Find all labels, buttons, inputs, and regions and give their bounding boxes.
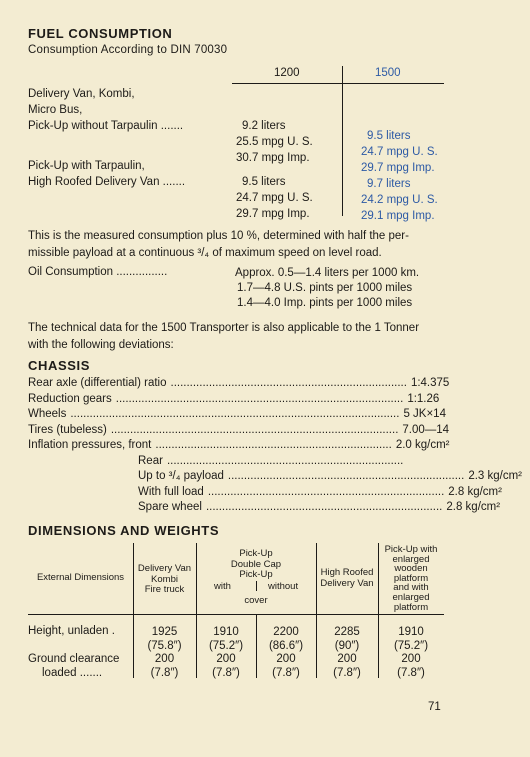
row-clearance-pickup-with: 200 (7.8″) [212, 653, 240, 679]
col-1200-header: 1200 [274, 67, 300, 79]
dim-header-cover: cover [244, 595, 268, 606]
dim-header-rule [28, 614, 444, 615]
dim-header-van: Delivery Van Kombi Fire truck [137, 563, 192, 595]
fuel-heading: FUEL CONSUMPTION [28, 26, 173, 41]
group1-1200-values: 9.2 liters 25.5 mpg U. S. 30.7 mpg Imp. [236, 120, 313, 164]
chassis-subrow: Spare wheel .......................................................................... 2.8 kg/cm² [28, 500, 448, 516]
row-height-label: Height, unladen . [28, 625, 115, 637]
tech-data-note: The technical data for the 1500 Transporter is also applicable to the 1 Tonner with the following deviations: [28, 322, 420, 351]
row-height-pickup-with: 1910 (75.2″) [208, 626, 244, 652]
chassis-row: Wheels ....................................................................................................... 5 JK×14 [28, 407, 448, 423]
row-clearance-highroof: 200 (7.8″) [333, 653, 361, 679]
dot-leader: .......................................................................... [207, 485, 445, 498]
fuel-table-rule [232, 83, 444, 84]
group2-1500-values: 9.7 liters 24.2 mpg U. S. 29.1 mpg Imp. [361, 178, 438, 222]
chassis-subrow: Rear .......................................................................... [28, 454, 448, 470]
dot-leader: .......................................................................................... [110, 423, 399, 436]
chassis-subrow: Up to ³/₄ payload .......................................................................... 2.3 kg/cm² [28, 469, 448, 485]
dot-leader: .......................................................................... [170, 377, 407, 389]
dot-leader: ....................................................................................................... [70, 408, 400, 420]
row-height-highroof: 2285 (90″) [334, 626, 360, 652]
with-without-divider [256, 581, 257, 591]
row-height-enlarged: 1910 (75.2″) [393, 626, 429, 652]
row-height-van: 1925 (75.8″) [147, 626, 182, 652]
chassis-row: Rear axle (differential) ratio .......................................................................... 1:4.375 [28, 376, 448, 392]
chassis-list [28, 376, 523, 516]
row-clearance-van: 200 (7.8″) [150, 653, 179, 679]
row-height-pickup-without: 2200 (86.6″) [268, 626, 304, 652]
row-clearance-pickup-without: 200 (7.8″) [272, 653, 300, 679]
chassis-subrow: With full load .......................................................................... 2.8 kg/cm² [28, 485, 448, 501]
dim-header-with: with [214, 581, 231, 592]
dot-leader: .......................................................................... [155, 439, 392, 451]
consumption-note: This is the measured consumption plus 10 %, determined with half the per- missible payload at a continuous ³/₄ of maximum speed on level road. [28, 230, 409, 259]
chassis-row: Tires (tubeless) .......................................................................................... 7.00—14 [28, 423, 448, 439]
dot-leader: .......................................................................... [166, 454, 404, 467]
fuel-table-divider [342, 66, 343, 216]
chassis-heading: CHASSIS [28, 358, 90, 373]
group1-label: Delivery Van, Kombi, Micro Bus, Pick-Up without Tarpaulin ....... [28, 88, 184, 132]
dimensions-heading: DIMENSIONS AND WEIGHTS [28, 523, 220, 538]
chassis-row: Reduction gears .......................................................................................... 1:1.26 [28, 392, 448, 408]
oil-label: Oil Consumption ................ [28, 266, 168, 278]
oil-values: Approx. 0.5—1.4 liters per 1000 km. 1.7—4.8 U.S. pints per 1000 miles 1.4—4.0 Imp. pints per 1000 miles [235, 267, 420, 309]
col-1500-header: 1500 [375, 67, 401, 79]
group2-1200-values: 9.5 liters 24.7 mpg U. S. 29.7 mpg Imp. [236, 176, 313, 220]
dim-header-without: without [268, 581, 299, 592]
dim-header-enlarged: Pick-Up with enlarged wooden platform and with enlarged platform [384, 544, 438, 613]
dot-leader: .......................................................................... [205, 501, 443, 513]
dim-header-pickup: Pick-Up Double Cap Pick-Up [230, 548, 282, 580]
dim-header-external: External Dimensions [36, 572, 125, 583]
dot-leader: .......................................................................................... [115, 392, 404, 405]
group2-label: Pick-Up with Tarpaulin, High Roofed Delivery Van ....... [28, 160, 186, 188]
dim-header-highroof: High Roofed Delivery Van [320, 567, 374, 589]
chassis-row: Inflation pressures, front .......................................................................... 2.0 kg/cm² [28, 438, 448, 454]
fuel-subheading: Consumption According to DIN 70030 [28, 44, 228, 56]
page-number: 71 [428, 701, 441, 713]
row-clearance-enlarged: 200 (7.8″) [397, 653, 425, 679]
dot-leader: .......................................................................... [227, 470, 465, 482]
row-clearance-label: Ground clearance loaded ....... [28, 653, 120, 679]
group1-1500-values: 9.5 liters 24.7 mpg U. S. 29.7 mpg Imp. [361, 130, 438, 174]
